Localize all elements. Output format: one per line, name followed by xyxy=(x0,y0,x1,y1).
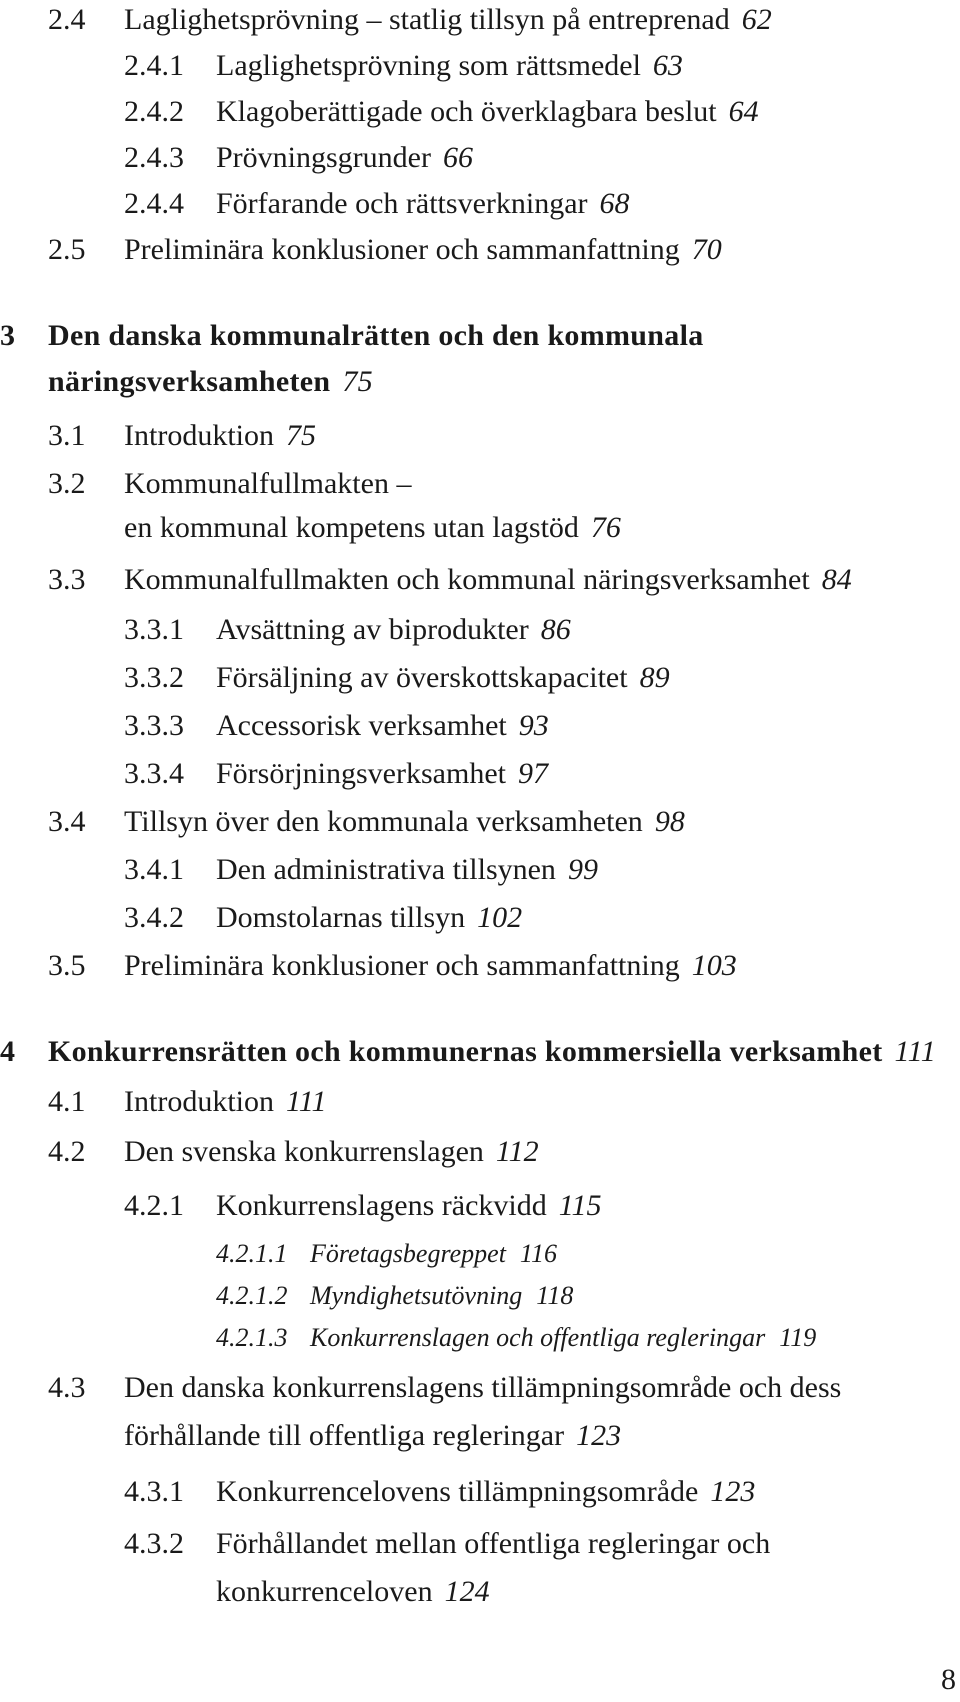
toc-number: 4.2 xyxy=(48,1135,86,1168)
toc-page: 99 xyxy=(567,853,598,886)
toc-number: 4.2.1 xyxy=(124,1189,184,1222)
toc-title: Laglighetsprövning som rättsmedel xyxy=(216,49,641,82)
toc-title: Den danska kommunalrätten och den kommunala xyxy=(48,319,704,352)
toc-title: Konkurrencelovens tillämpningsområde xyxy=(216,1475,699,1508)
toc-page: 116 xyxy=(519,1239,557,1268)
toc-title: Myndighetsutövning xyxy=(310,1281,523,1310)
toc-title: Konkurrenslagens räckvidd xyxy=(216,1189,547,1222)
toc-title: Preliminära konklusioner och sammanfattning xyxy=(124,949,680,982)
toc-title: Accessorisk verksamhet xyxy=(216,709,507,742)
toc-title: Domstolarnas tillsyn xyxy=(216,901,466,934)
toc-title: Konkurrenslagen och offentliga regleringar xyxy=(310,1323,766,1352)
toc-number: 3.3.1 xyxy=(124,613,184,646)
toc-number: 2.4 xyxy=(48,3,86,36)
toc-title: Introduktion xyxy=(124,419,274,452)
toc-page: 75 xyxy=(342,365,373,398)
toc-number: 4.2.1.2 xyxy=(216,1281,288,1310)
toc-page: 123 xyxy=(576,1419,622,1452)
toc-page: 119 xyxy=(779,1323,817,1352)
toc-number: 4.2.1.3 xyxy=(216,1323,288,1352)
toc-number: 2.4.2 xyxy=(124,95,184,128)
toc-number: 3.5 xyxy=(48,949,86,982)
toc-title: en kommunal kompetens utan lagstöd xyxy=(124,511,579,544)
toc-page: 86 xyxy=(540,613,571,646)
toc-page: 75 xyxy=(286,419,316,452)
toc-number: 2.5 xyxy=(48,233,86,266)
toc-number: 3.3 xyxy=(48,563,86,596)
toc-page: 112 xyxy=(495,1135,539,1168)
toc-title: Den administrativa tillsynen xyxy=(216,853,556,886)
toc-number: 4.2.1.1 xyxy=(216,1239,288,1268)
toc-number: 3.2 xyxy=(48,467,86,500)
toc-title: Laglighetsprövning – statlig tillsyn på entreprenad xyxy=(124,3,730,36)
toc-number: 2.4.1 xyxy=(124,49,184,82)
toc-number: 3.3.4 xyxy=(124,757,184,790)
toc-title: näringsverksamheten xyxy=(48,365,331,398)
toc-number: 4.3.1 xyxy=(124,1475,184,1508)
toc-number: 2.4.4 xyxy=(124,187,184,220)
toc-page: 115 xyxy=(558,1189,602,1222)
toc-number: 4.3 xyxy=(48,1371,86,1404)
toc-title: Klagoberättigade och överklagbara beslut xyxy=(216,95,717,128)
toc-title: Försäljning av överskottskapacitet xyxy=(216,661,628,694)
toc-title: Den danska konkurrenslagens tillämpningsområde och dess xyxy=(124,1371,842,1404)
toc-page: 118 xyxy=(536,1281,574,1310)
toc-title: konkurrenceloven xyxy=(216,1575,433,1608)
toc-number: 3.4.1 xyxy=(124,853,184,886)
toc-page: 97 xyxy=(517,757,548,790)
toc-number: 4.3.2 xyxy=(124,1527,184,1560)
toc-page: 84 xyxy=(821,563,852,596)
toc-title: Tillsyn över den kommunala verksamheten xyxy=(124,805,643,838)
toc-page: 124 xyxy=(444,1575,490,1608)
toc-page: 62 xyxy=(741,3,772,36)
toc-number: 2.4.3 xyxy=(124,141,184,174)
toc-page: 102 xyxy=(477,901,523,934)
toc-number: 3 xyxy=(0,319,16,352)
toc-page: 123 xyxy=(710,1475,756,1508)
toc-number: 4.1 xyxy=(48,1085,86,1118)
toc-title: Förfarande och rättsverkningar xyxy=(216,187,588,220)
toc-page: 63 xyxy=(652,49,683,82)
toc-title: Preliminära konklusioner och sammanfattning xyxy=(124,233,680,266)
toc-title: Kommunalfullmakten och kommunal näringsverksamhet xyxy=(124,563,810,596)
toc-number: 3.3.3 xyxy=(124,709,184,742)
toc-page: 64 xyxy=(728,95,759,128)
toc-title: Konkurrensrätten och kommunernas kommersiella verksamhet xyxy=(48,1035,883,1068)
toc-page: 68 xyxy=(599,187,630,220)
toc-title: Avsättning av biprodukter xyxy=(216,613,529,646)
page-number: 8 xyxy=(941,1663,956,1696)
toc-number: 3.4.2 xyxy=(124,901,184,934)
toc-page: 66 xyxy=(442,141,473,174)
toc-page: 93 xyxy=(518,709,549,742)
toc-number: 3.4 xyxy=(48,805,86,838)
toc-title: Kommunalfullmakten – xyxy=(124,467,412,500)
toc-number: 3.3.2 xyxy=(124,661,184,694)
toc-title: Den svenska konkurrenslagen xyxy=(124,1135,484,1168)
toc-page: 103 xyxy=(691,949,737,982)
toc-title: Försörjningsverksamhet xyxy=(216,757,506,790)
toc-page: 98 xyxy=(654,805,685,838)
toc-page: 76 xyxy=(590,511,621,544)
toc-number: 4 xyxy=(0,1035,16,1068)
toc-title: Förhållandet mellan offentliga regleringar och xyxy=(216,1527,771,1560)
toc-title: förhållande till offentliga regleringar xyxy=(124,1419,565,1452)
toc-number: 3.1 xyxy=(48,419,86,452)
toc-page: 89 xyxy=(639,661,670,694)
toc-title: Prövningsgrunder xyxy=(216,141,431,174)
toc-page: 111 xyxy=(894,1035,936,1068)
toc-page: 70 xyxy=(691,233,722,266)
toc-page: 111 xyxy=(286,1085,327,1118)
toc-title: Introduktion xyxy=(124,1085,274,1118)
toc-title: Företagsbegreppet xyxy=(310,1239,506,1268)
